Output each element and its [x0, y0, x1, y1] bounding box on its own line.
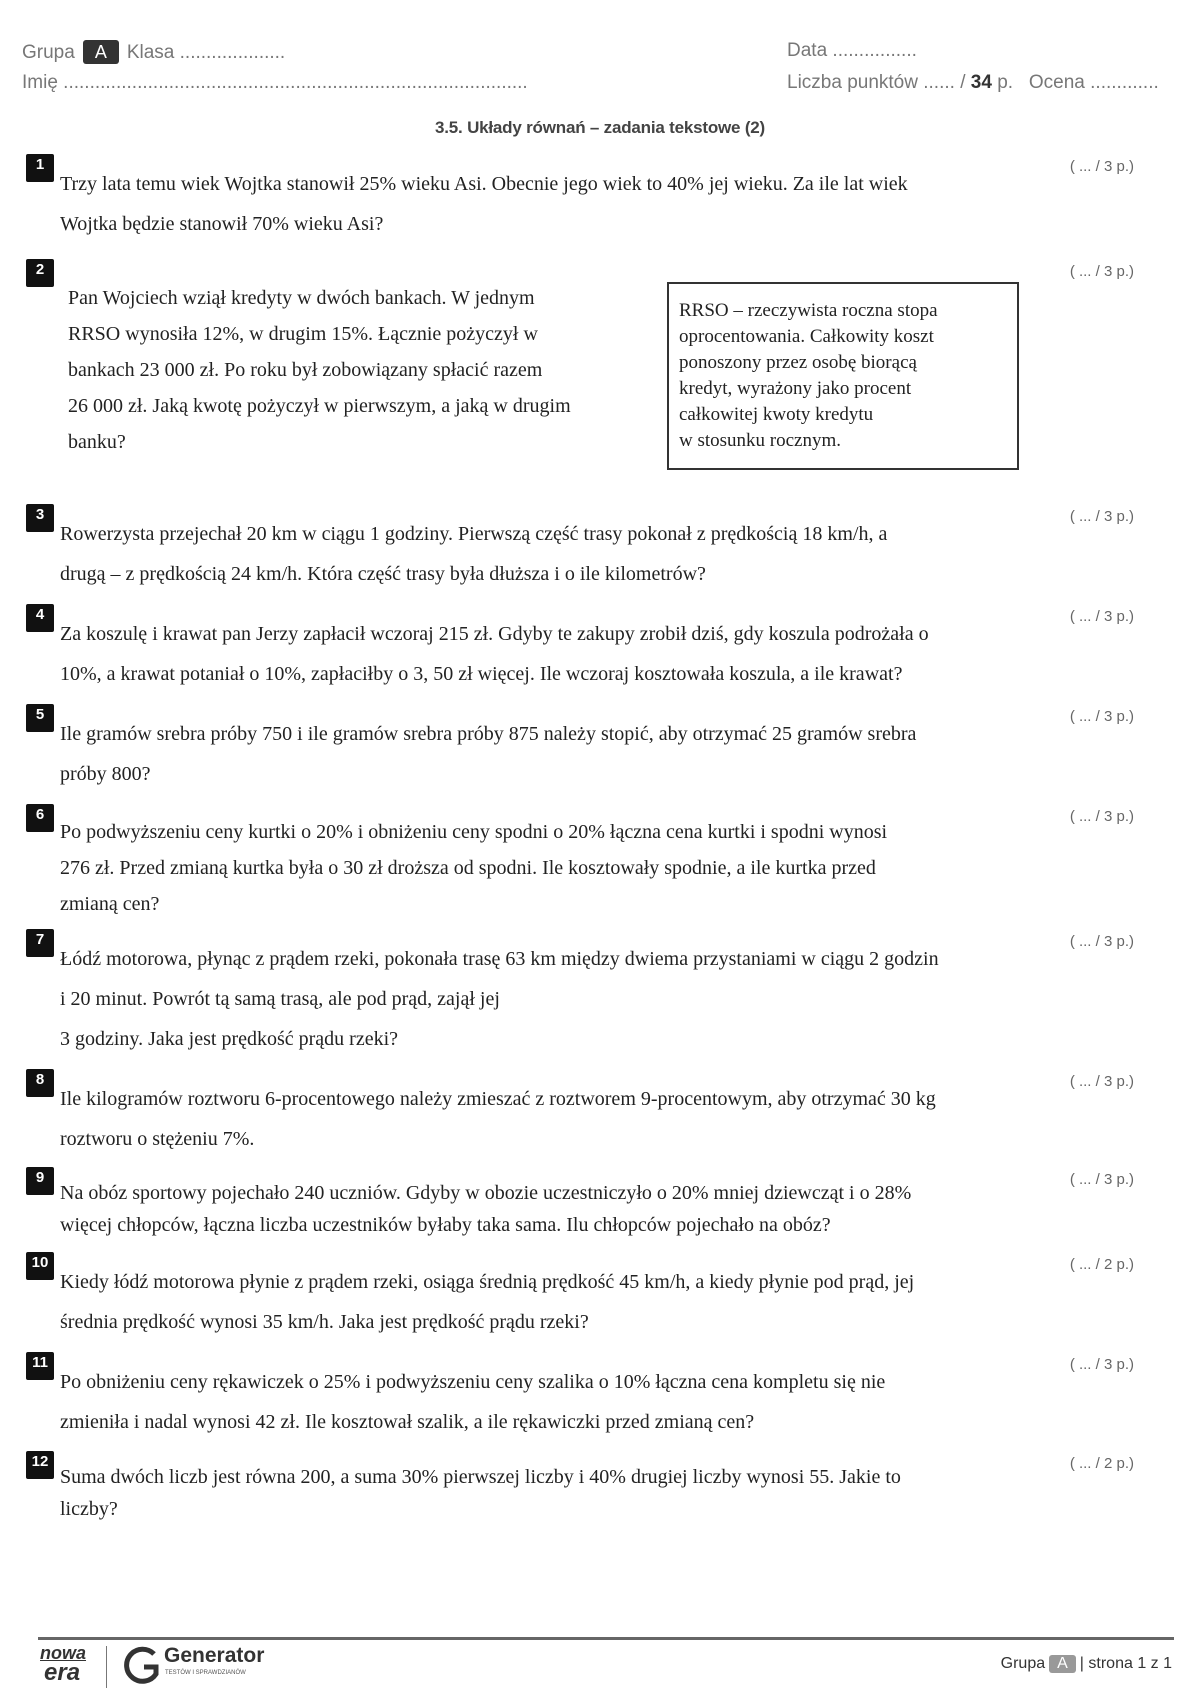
nowa-era-logo: nowa era [40, 1643, 87, 1686]
task-points: ( ... / 3 p.) [1069, 608, 1134, 625]
task-line: Po podwyższeniu ceny kurtki o 20% i obniżeniu ceny spodni o 20% łączna cena kurtki i spodni wynosi [60, 821, 888, 843]
page-title: 3.5. Układy równań – zadania tekstowe (2) [434, 118, 766, 137]
task-line: Trzy lata temu wiek Wojtka stanowił 25% wieku Asi. Obecnie jego wiek to 40% jej wieku. Za ile lat wiek [60, 173, 908, 195]
task-line: więcej chłopców, łączna liczba uczestników byłaby taka sama. Ilu chłopców pojechało na obóz? [60, 1214, 831, 1236]
task-line: drugą – z prędkością 24 km/h. Która część trasy była dłuższa i o ile kilometrów? [60, 563, 706, 585]
task-text [60, 1079, 1070, 1159]
task-text [60, 1362, 1070, 1442]
task-number-badge: 7 [26, 929, 54, 957]
task-line: Rowerzysta przejechał 20 km w ciągu 1 godziny. Pierwszą część trasy pokonał z prędkością 18 km/h, a [60, 523, 888, 545]
rrso-line: ponoszony przez osobę biorącą [679, 352, 917, 373]
group-label: Grupa [22, 42, 75, 63]
task-points: ( ... / 3 p.) [1069, 1171, 1134, 1188]
task-line: Na obóz sportowy pojechało 240 uczniów. Gdyby w obozie uczestniczyło o 20% mniej dziewcząt i o 28% [60, 1182, 912, 1204]
rrso-definition-box [667, 282, 1019, 470]
task-line: i 20 minut. Powrót tą samą trasą, ale pod prąd, zajął jej [60, 988, 500, 1010]
task-points: ( ... / 3 p.) [1069, 158, 1134, 175]
task-points: ( ... / 3 p.) [1069, 508, 1134, 525]
task-line: bankach 23 000 zł. Po roku był zobowiązany spłacić razem [68, 359, 543, 381]
points-unit: p. [997, 72, 1014, 93]
task-text [60, 1177, 1070, 1241]
group-badge: A [83, 40, 119, 64]
footer-divider [38, 1637, 1174, 1640]
task-line: Po obniżeniu ceny rękawiczek o 25% i podwyższeniu ceny szalika o 10% łączna cena kompletu się nie [60, 1371, 886, 1393]
task-line: zmianą cen? [60, 893, 160, 915]
task-line: roztworu o stężeniu 7%. [60, 1128, 255, 1150]
task-points: ( ... / 3 p.) [1069, 708, 1134, 725]
task-text [60, 614, 1070, 694]
task-text [60, 1461, 1070, 1525]
points-total: 34 [970, 72, 992, 93]
task-number-badge: 5 [26, 704, 54, 732]
footer-page-info [1001, 1655, 1172, 1673]
task-number-badge: 1 [26, 154, 54, 182]
footer-group-label: Grupa [1000, 1655, 1046, 1672]
task-line: Łódź motorowa, płynąc z prądem rzeki, pokonała trasę 63 km między dwiema przystaniami w ciągu 2 godzin [60, 948, 939, 970]
task-line: 276 zł. Przed zmianą kurtka była o 30 zł droższa od spodni. Ile kosztowały spodnie, a ile kurtka przed [60, 857, 876, 879]
generator-logo: Generator TESTÓW I SPRAWDZIANÓW [122, 1644, 272, 1695]
task-number-badge: 12 [26, 1451, 54, 1479]
task-line: RRSO wynosiła 12%, w drugim 15%. Łącznie pożyczył w [68, 323, 538, 345]
task-line: Ile gramów srebra próby 750 i ile gramów srebra próby 875 należy stopić, aby otrzymać 25 gramów srebra [60, 723, 917, 745]
task-points: ( ... / 2 p.) [1069, 1455, 1134, 1472]
task-line: zmieniła i nadal wynosi 42 zł. Ile kosztował szalik, a ile rękawiczki przed zmianą cen? [60, 1411, 755, 1433]
task-points: ( ... / 3 p.) [1069, 933, 1134, 950]
task-points: ( ... / 3 p.) [1069, 263, 1134, 280]
rrso-line: kredyt, wyrażony jako procent [679, 378, 912, 399]
task-text [60, 714, 1070, 794]
task-points: ( ... / 3 p.) [1069, 1356, 1134, 1373]
task-line: próby 800? [60, 763, 151, 785]
task-text [60, 164, 1070, 244]
name-field[interactable]: Imię ........................................................................................ [22, 72, 528, 93]
task-line: Kiedy łódź motorowa płynie z prądem rzeki, osiąga średnią prędkość 45 km/h, a kiedy płynie pod prąd, jej [60, 1271, 915, 1293]
task-text [60, 514, 1070, 594]
task-line: banku? [68, 431, 126, 453]
date-field[interactable]: Data ................ [787, 40, 917, 61]
rrso-line: w stosunku rocznym. [679, 430, 842, 451]
task-number-badge: 4 [26, 604, 54, 632]
group-row [22, 40, 285, 64]
task-line: 26 000 zł. Jaką kwotę pożyczył w pierwszym, a jaką w drugim [68, 395, 571, 417]
task-number-badge: 2 [26, 259, 54, 287]
task-points: ( ... / 2 p.) [1069, 1256, 1134, 1273]
task-number-badge: 8 [26, 1069, 54, 1097]
footer-group-badge: A [1049, 1655, 1076, 1673]
grade-field[interactable]: Ocena ............. [1028, 72, 1159, 93]
task-text [60, 814, 1070, 922]
class-field[interactable]: Klasa .................... [126, 42, 286, 63]
task-line: średnia prędkość wynosi 35 km/h. Jaka jest prędkość prądu rzeki? [60, 1311, 589, 1333]
task-number-badge: 9 [26, 1167, 54, 1195]
task-text [68, 280, 658, 460]
points-row [787, 72, 1159, 94]
task-number-badge: 3 [26, 504, 54, 532]
rrso-line: oprocentowania. Całkowity koszt [679, 326, 934, 347]
logo-separator [106, 1646, 107, 1688]
task-line: Pan Wojciech wziął kredyty w dwóch bankach. W jednym [68, 287, 535, 309]
task-text [60, 939, 1070, 1059]
task-line: 10%, a krawat potaniał o 10%, zapłaciłby o 3, 50 zł więcej. Ile wczoraj kosztowała koszula, a ile krawat? [60, 663, 903, 685]
task-line: Suma dwóch liczb jest równa 200, a suma 30% pierwszej liczby i 40% drugiej liczby wynosi 55. Jakie to [60, 1466, 901, 1488]
task-number-badge: 6 [26, 804, 54, 832]
task-number-badge: 10 [26, 1252, 54, 1280]
task-line: liczby? [60, 1498, 118, 1520]
task-line: Wojtka będzie stanowił 70% wieku Asi? [60, 213, 384, 235]
footer-page-label: | strona 1 z 1 [1079, 1655, 1172, 1672]
task-line: 3 godziny. Jaka jest prędkość prądu rzeki? [60, 1028, 399, 1050]
task-text [60, 1262, 1070, 1342]
task-points: ( ... / 3 p.) [1069, 1073, 1134, 1090]
task-line: Za koszulę i krawat pan Jerzy zapłacił wczoraj 215 zł. Gdyby te zakupy zrobił dziś, gdy koszula podrożała o [60, 623, 929, 645]
task-number-badge: 11 [26, 1352, 54, 1380]
points-field[interactable]: Liczba punktów ...... / [787, 72, 966, 93]
task-points: ( ... / 3 p.) [1069, 808, 1134, 825]
rrso-line: całkowitej kwoty kredytu [679, 404, 874, 425]
task-line: Ile kilogramów roztworu 6-procentowego należy zmieszać z roztworem 9-procentowym, aby otrzymać 30 kg [60, 1088, 936, 1110]
rrso-line: RRSO – rzeczywista roczna stopa [679, 300, 938, 321]
